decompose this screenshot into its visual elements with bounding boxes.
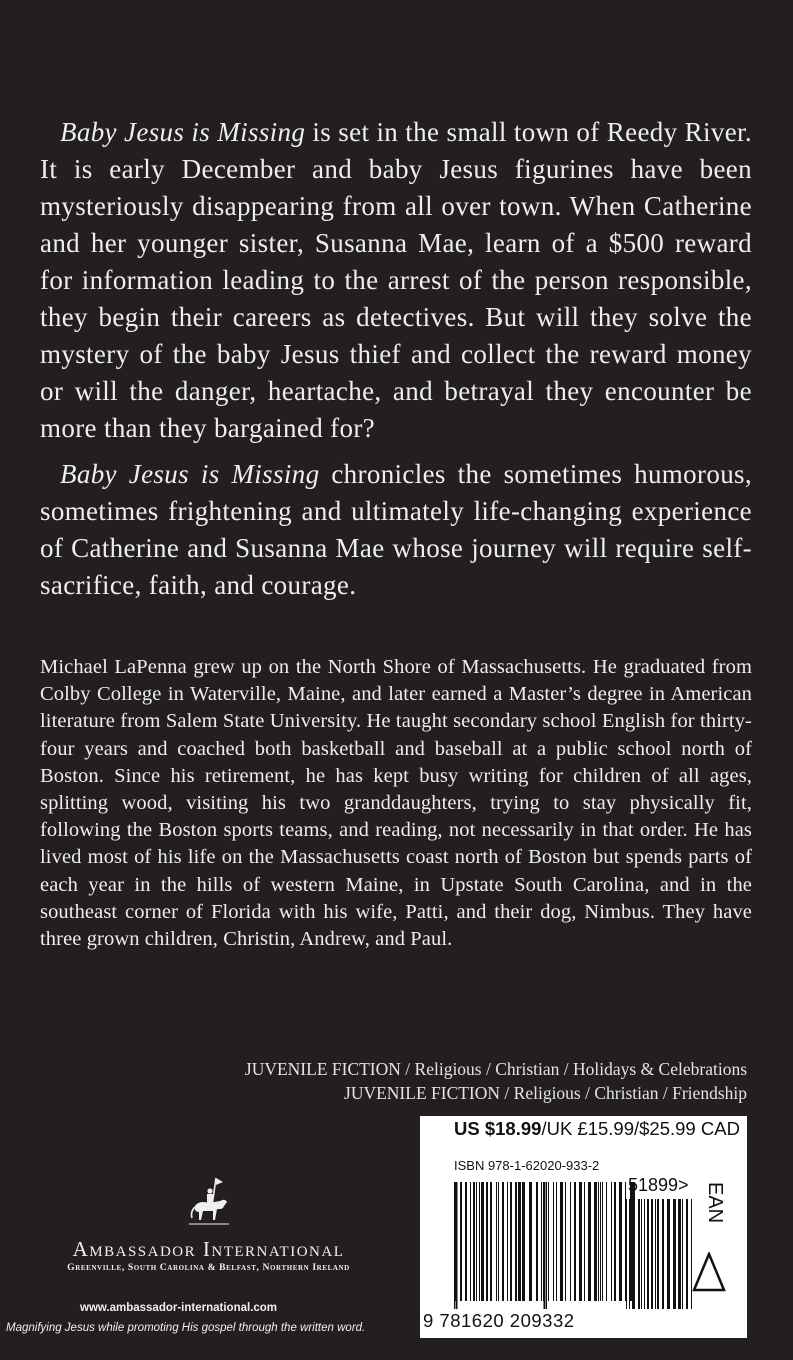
- barcode-digits: 9 781620 209332: [423, 1310, 575, 1331]
- publisher-url: www.ambassador-international.com: [80, 1302, 278, 1314]
- publisher-locations: Greenville, South Carolina & Belfast, Northern Ireland: [67, 1262, 350, 1273]
- blurb-paragraph-2: Baby Jesus is Missing chronicles the sometimes humorous, sometimes frightening and ultimately life-changing experience of Catherine and Susanna Mae whose journey will require self-sacrifice, faith, and courage.: [40, 459, 752, 600]
- price-line: US $18.99/UK £15.99/$25.99 CAD: [454, 1118, 740, 1139]
- blurb-paragraph-1: Baby Jesus is Missing is set in the small town of Reedy River. It is early December and baby Jesus figurines have been mysteriously disappearing from all over town. When Catherine and her younger sister, Susanna Mae, learn of a $500 reward for information leading to the arrest of the person responsible, they begin their careers as detectives. But will they solve the mystery of the baby Jesus thief and collect the reward money or will the danger, heartache, and betrayal they encounter be more than they bargained for?: [40, 117, 753, 443]
- barcode-box: [420, 1116, 747, 1338]
- book-blurb: [40, 114, 752, 604]
- isbn-text: ISBN 978-1-62020-933-2: [454, 1158, 600, 1173]
- barcode-icon: [454, 1182, 635, 1309]
- publisher-logo: [36, 1176, 381, 1273]
- category-line: JUVENILE FICTION / Religious / Christian / Friendship: [344, 1083, 747, 1103]
- book-title: Baby Jesus is Missing: [60, 459, 320, 489]
- publisher-tagline: Magnifying Jesus while promoting His gospel through the written word.: [6, 1322, 366, 1334]
- book-title: Baby Jesus is Missing: [60, 117, 306, 147]
- publisher-name: Ambassador International: [72, 1237, 345, 1261]
- addon-barcode-icon: [626, 1199, 692, 1309]
- triangle-arrow-icon: [692, 1252, 726, 1292]
- category-line: JUVENILE FICTION / Religious / Christian / Holidays & Celebrations: [244, 1059, 747, 1079]
- knight-on-horse-icon: [187, 1176, 231, 1231]
- ean-label: EAN: [704, 1182, 726, 1224]
- bisac-categories: [245, 1057, 747, 1105]
- author-bio: Michael LaPenna grew up on the North Shore of Massachusetts. He graduated from Colby College in Waterville, Maine, and later earned a Master’s degree in American literature from Salem State University. He taught secondary school English for thirty-four years and coached both basketball and baseball at a public school north of Boston. Since his retirement, he has kept busy writing for children of all ages, splitting wood, visiting his two granddaughters, trying to stay physically fit, following the Boston sports teams, and reading, not necessarily in that order. He has lived most of his life on the Massachusetts coast north of Boston but spends parts of each year in the hills of western Maine, in Upstate South Carolina, and in the southeast corner of Florida with his wife, Patti, and their dog, Nimbus. They have three grown children, Christin, Andrew, and Paul.: [40, 656, 752, 951]
- price-addon-code: 51899>: [628, 1175, 689, 1195]
